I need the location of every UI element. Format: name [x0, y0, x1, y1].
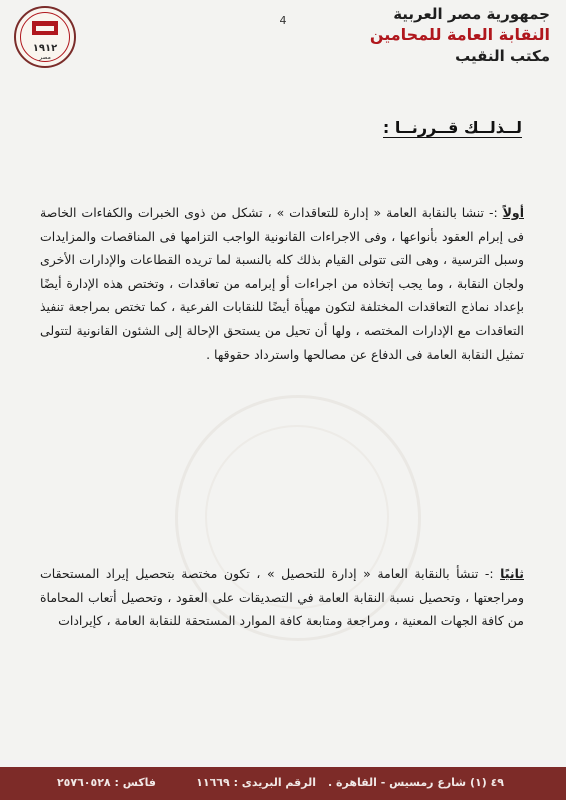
section-second	[40, 562, 524, 633]
footer-postal-code: الرقم البريدى : ١١٦٦٩	[196, 776, 316, 789]
footer-bar	[0, 767, 566, 800]
bar-association-seal-logo	[14, 6, 76, 68]
footer-address: ٤٩ (١) شارع رمسيس - القاهرة .	[327, 776, 504, 789]
section-second-body: :- تنشأ بالنقابة العامة « إدارة للتحصيل » ، تكون مختصة بتحصيل إيراد المستحقات ومراجعتها ، وتحصيل نسبة النقابة العامة في التصديقات على العقود ، وتحصيل أتعاب المحاماة من كافة الجهات المعنية ، ومراجعة ومتابعة كافة الموارد المستحقة للنقابة العامة ، كإيرادات	[40, 566, 524, 629]
section-first-body: :- تنشا بالنقابة العامة « إدارة للتعاقدات » ، تشكل من ذوى الخبرات والكفاءات الخاصة فى إبرام العقود بأنواعها ، وفى الاجراءات القانونية الواجب التزامها فى المناقصات والمزايدات وسبل الترسية ، وهى التى تتولى القيام بذلك كله بالنسبة لما تريده القطاعات والإدارات الأخرى ولجان النقابة ، وما يجب إتخاذه من اجراءات أو إبرامه من تعاقدات ، وتختص هذه الإدارة أيضًا بإعداد نماذج التعاقدات المختلفة لتكون مهيأة أيضًا للنقابات الفرعية ، كما تختص بمراجعة تنفيذ التعاقدات مع الإدارات المختصه ، ولها أن تحيل من يستحق الإحالة إلى الشئون القانونية لتتولى تمثيل النقابة العامة فى الدفاع عن مصالحها واسترداد حقوقها .	[40, 205, 524, 362]
letterhead	[370, 4, 550, 66]
page-number: 4	[279, 14, 287, 27]
section-first	[40, 201, 524, 366]
decision-heading	[383, 118, 522, 137]
footer-fax: فاكس : ٢٥٧٦٠٥٢٨	[56, 776, 156, 789]
decision-heading-text: لــذلــك قــررنــا :	[382, 118, 522, 137]
section-second-ordinal: ثانيًا	[500, 566, 524, 581]
seal-subtext: مصر	[39, 54, 51, 61]
seal-year: ١٩١٢	[32, 43, 58, 54]
letterhead-syndicate: النقابة العامة للمحامين	[369, 25, 550, 44]
letterhead-office: مكتب النقيب	[455, 47, 550, 65]
section-first-ordinal: أولاً	[502, 205, 524, 220]
letterhead-country: جمهورية مصر العربية	[393, 5, 550, 23]
